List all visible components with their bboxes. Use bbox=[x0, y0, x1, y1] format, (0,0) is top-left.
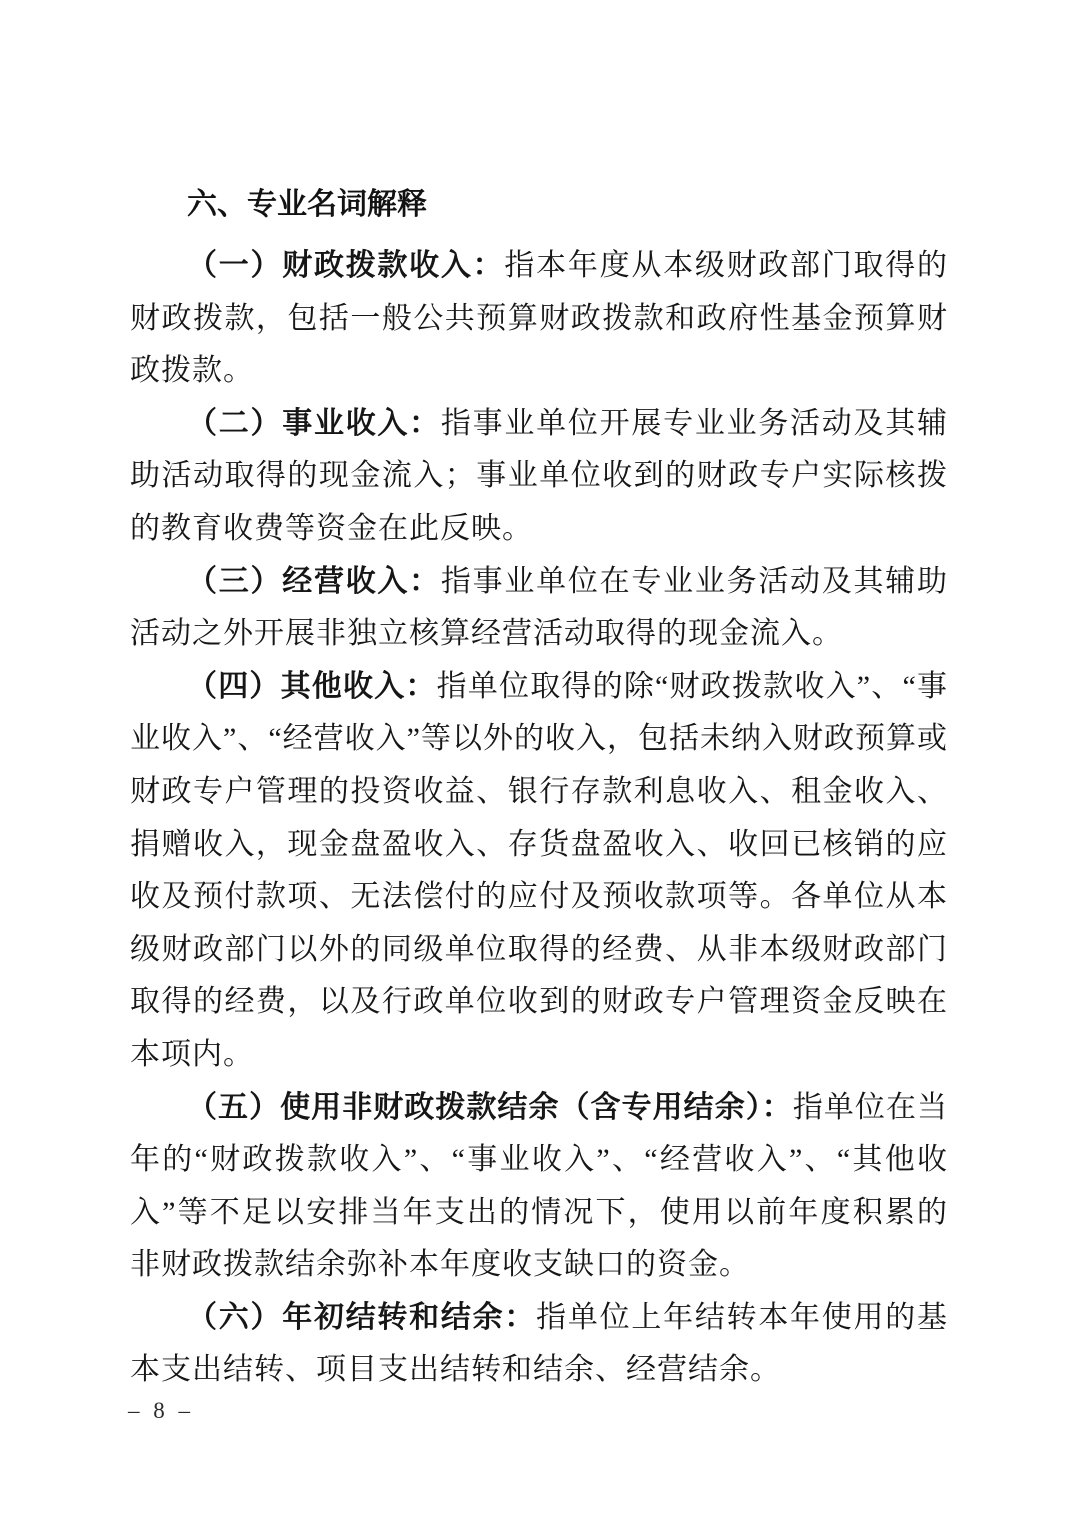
term-label-5: （五）使用非财政拨款结余（含专用结余）： bbox=[187, 1090, 793, 1124]
term-label-6: （六）年初结转和结余： bbox=[187, 1300, 537, 1334]
definition-paragraph-3 bbox=[130, 556, 948, 661]
term-label-3: （三）经营收入： bbox=[187, 564, 441, 598]
term-definition-5: 指单位在当年的“财政拨款收入”、“事业收入”、“经营收入”、“其他收入”等不足以安排当年支出的情况下，使用以前年度积累的非财政拨款结余弥补本年度收支缺口的资金。 bbox=[130, 1090, 949, 1282]
term-definition-4: 指单位取得的除“财政拨款收入”、“事业收入”、“经营收入”等以外的收入，包括未纳入财政预算或财政专户管理的投资收益、银行存款利息收入、租金收入、捐赠收入，现金盘盈收入、存货盘盈收入、收回已核销的应收及预付款项、无法偿付的应付及预收款项等。各单位从本级财政部门以外的同级单位取得的经费、从非本级财政部门取得的经费，以及行政单位收到的财政专户管理资金反映在本项内。 bbox=[130, 669, 949, 1071]
term-definition-1: 指本年度从本级财政部门取得的财政拨款，包括一般公共预算财政拨款和政府性基金预算财政拨款。 bbox=[130, 249, 949, 388]
section-heading: 六、专业名词解释 bbox=[187, 187, 427, 222]
term-definition-3: 指事业单位在专业业务活动及其辅助活动之外开展非独立核算经营活动取得的现金流入。 bbox=[130, 564, 949, 651]
definition-paragraph-5 bbox=[130, 1082, 948, 1292]
definition-paragraph-2 bbox=[130, 398, 948, 556]
definition-paragraph-4 bbox=[130, 661, 948, 1082]
term-label-2: （二）事业收入： bbox=[187, 406, 441, 440]
definition-paragraph-1 bbox=[130, 240, 948, 398]
term-definition-6: 指单位上年结转本年使用的基本支出结转、项目支出结转和结余、经营结余。 bbox=[130, 1300, 949, 1387]
page-number: – 8 – bbox=[128, 1398, 194, 1423]
document-body bbox=[130, 184, 948, 1397]
term-definition-2: 指事业单位开展专业业务活动及其辅助活动取得的现金流入；事业单位收到的财政专户实际核拨的教育收费等资金在此反映。 bbox=[130, 406, 949, 545]
term-label-4: （四）其他收入： bbox=[187, 669, 437, 703]
term-label-1: （一）财政拨款收入： bbox=[187, 249, 505, 282]
definition-paragraph-6 bbox=[130, 1292, 948, 1397]
